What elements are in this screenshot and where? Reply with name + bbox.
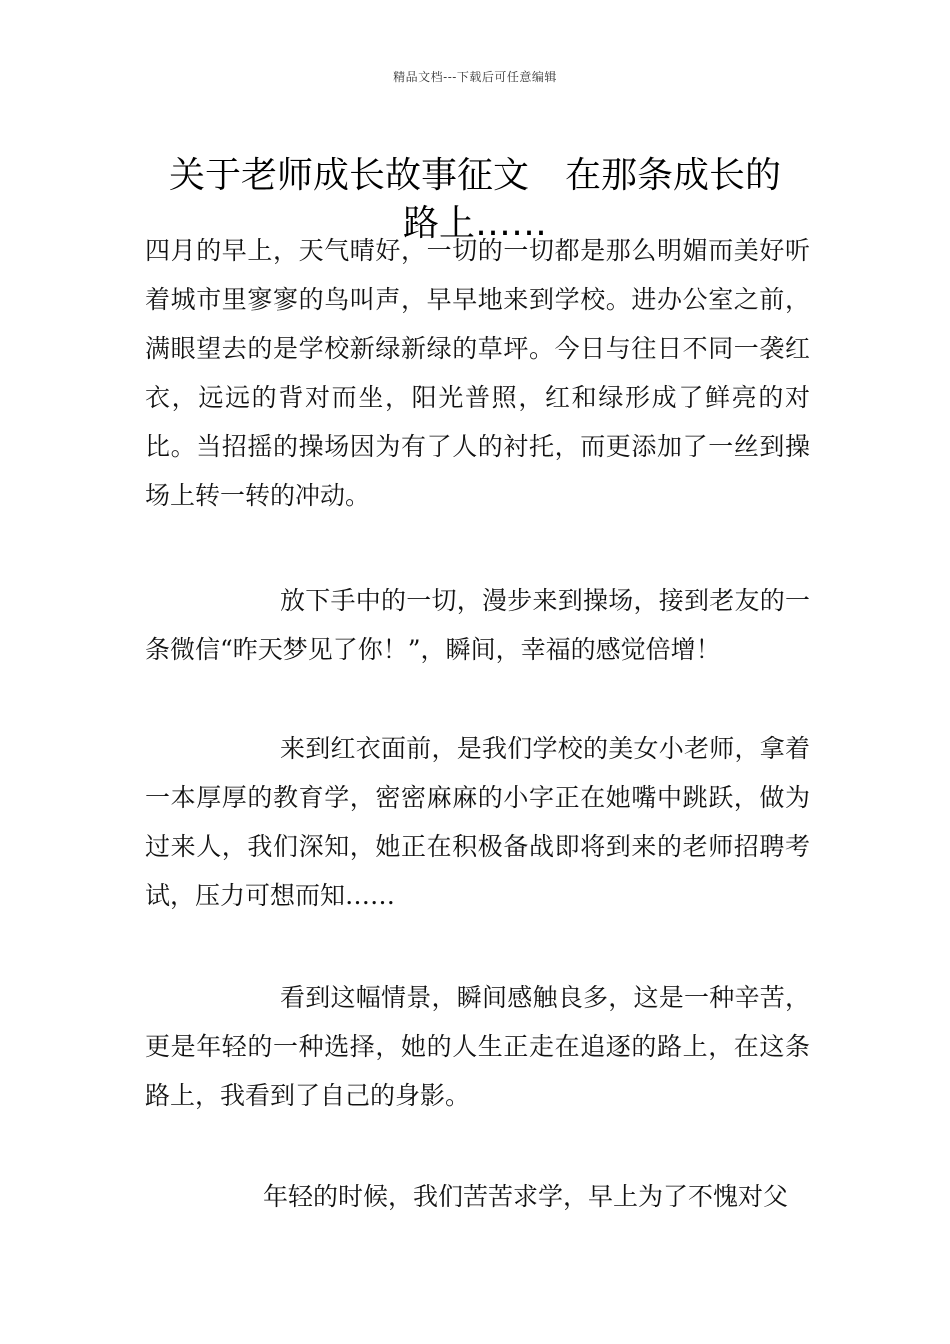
title-line-1: 关于老师成长故事征文 在那条成长的 — [168, 155, 781, 197]
paragraph-1: 四月的早上，天气晴好，一切的一切都是那么明媚而美好听着城市里寥寥的鸟叫声，早早地来到学校。进办公室之前，满眼望去的是学校新绿新绿的草坪。今日与往日不同一袭红衣，远远的背对而坐，阳光普照，红和绿形成了鲜亮的对比。当招摇的操场因为有了人的衬托，而更添加了一丝到操场上转一转的冲动。 — [145, 236, 810, 510]
header-note: 精品文档---下载后可任意编辑 — [393, 70, 557, 84]
paragraph-4: 看到这幅情景，瞬间感触良多，这是一种辛苦，更是年轻的一种选择，她的人生正走在追逐的路上，在这条路上，我看到了自己的身影。 — [145, 983, 810, 1110]
paragraph-5: 年轻的时候，我们苦苦求学，早上为了不愧对父 — [263, 1182, 789, 1211]
title-line-2: 路上…… — [402, 203, 547, 245]
paragraph-2: 放下手中的一切，漫步来到操场，接到老友的一条微信“昨天梦见了你！”，瞬间，幸福的感觉倍增！ — [145, 586, 810, 664]
paragraph-3: 来到红衣面前，是我们学校的美女小老师，拿着一本厚厚的教育学，密密麻麻的小字正在她嘴中跳跃，做为过来人，我们深知，她正在积极备战即将到来的老师招聘考试，压力可想而知…… — [145, 734, 810, 910]
